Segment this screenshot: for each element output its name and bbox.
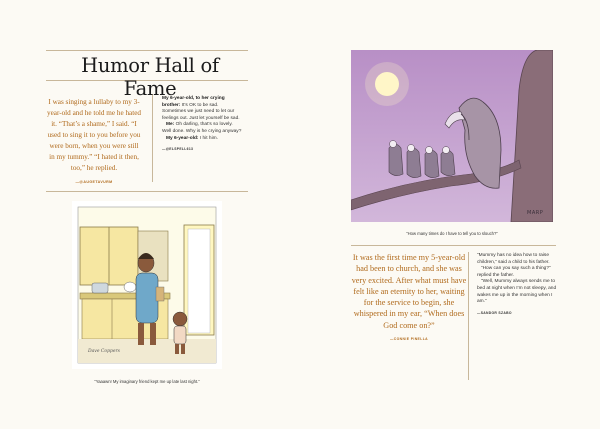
cartoon-kitchen-caption: “Yaaawn! My imaginary friend kept me up late last night.” xyxy=(94,379,200,384)
page-title: Humor Hall of Fame xyxy=(81,54,219,100)
story-mummy-p3: “Well, Mummy always sends me to bed at night when I’m not sleepy, and wakes me up in the morning when I am.” xyxy=(477,279,557,305)
story-lullaby xyxy=(46,97,142,188)
story-crying-brother-line2: Oh darling, that’s so lovely. Well done. Why is he crying anyway? xyxy=(162,122,242,134)
story-church xyxy=(350,252,468,345)
story-lullaby-credit: —@AUGETAVURM xyxy=(75,180,113,184)
story-mummy-credit: —SANDOR SZABO xyxy=(477,310,512,315)
story-crying-brother xyxy=(162,96,242,153)
story-mummy-p1: “Mummy has no idea how to raise children,” said a child to his father. xyxy=(477,253,550,265)
story-crying-brother-speaker3: My 6-year-old: xyxy=(166,135,199,141)
story-crying-brother-speaker1: My 6-year-old, to her crying brother: xyxy=(162,96,225,108)
story-crying-brother-line3: I hit him. xyxy=(198,135,218,141)
cartoon-vultures-signature: MARP xyxy=(527,210,544,216)
story-crying-brother-speaker2: Me: xyxy=(166,122,175,128)
cartoon-kitchen-drawing xyxy=(72,201,222,369)
right-column-divider xyxy=(468,252,469,380)
cartoon-vultures-caption: “How many times do I have to tell you to slouch?” xyxy=(406,231,498,236)
cartoon-kitchen xyxy=(72,201,222,369)
story-church-text: It was the first time my 5-year-old had been to church, and she was very excited. After what must have felt like an eternity to her, waiting for the service to begin, she whispered in my ear, “When does God come on?” xyxy=(351,253,467,330)
left-section-divider xyxy=(46,191,248,192)
right-section-rule xyxy=(351,245,556,246)
cartoon-vultures xyxy=(351,50,553,222)
title-top-rule xyxy=(46,50,248,51)
story-crying-brother-line1: It’s OK to be sad. Sometimes we just need to let our feelings out. Just let yourself be sad. xyxy=(162,102,240,121)
story-mummy xyxy=(477,253,557,316)
story-church-credit: —CONNIE PINELLA xyxy=(389,337,429,342)
cartoon-kitchen-signature: Dave Coppers xyxy=(88,349,120,354)
left-column-divider xyxy=(152,94,153,182)
cartoon-vultures-drawing xyxy=(351,50,553,222)
story-lullaby-text: I was singing a lullaby to my 3-year-old and he told me he hated it. “That’s a shame,” I said. “I used to sing it to you before you were born, when you were still in my tummy.” “I hated it then, too,” he replied. xyxy=(46,98,142,172)
story-mummy-p2: “How can you say such a thing?” replied the father. xyxy=(477,266,551,278)
story-crying-brother-credit: —@ELSPELL613 xyxy=(162,147,194,152)
